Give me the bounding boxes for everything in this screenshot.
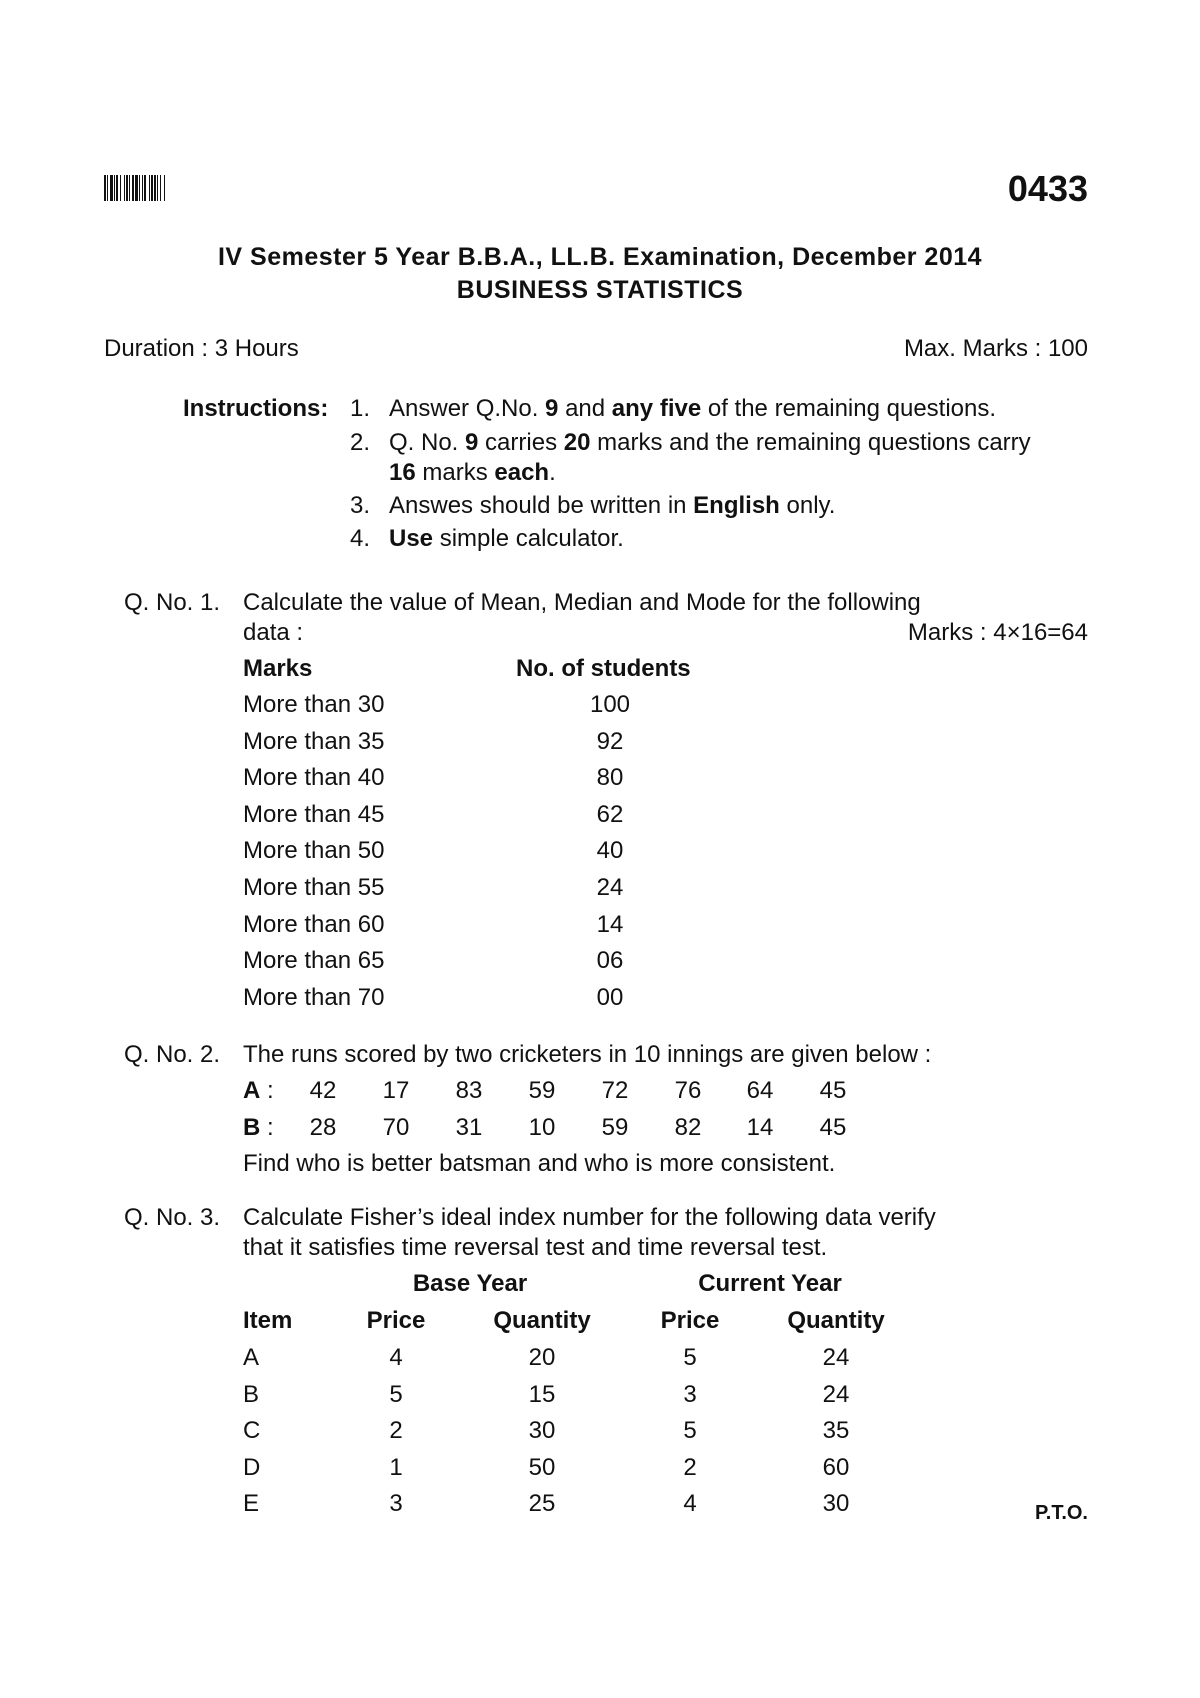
q2-run-value: 28 <box>309 1114 337 1141</box>
q1-row-students: 14 <box>596 910 624 938</box>
q1-row-students: 00 <box>596 983 624 1011</box>
q3-header: Item <box>243 1307 293 1334</box>
instruction-text-part: English <box>693 492 780 519</box>
q3-cell: 5 <box>683 1344 697 1371</box>
q1-text-line2: data : <box>243 619 304 646</box>
q3-cell: 50 <box>528 1453 556 1481</box>
q1-row-marks: More than 60 <box>243 910 385 938</box>
q1-row-marks: More than 40 <box>243 764 385 792</box>
q2-run-value: 14 <box>746 1114 774 1141</box>
q3-cell: 1 <box>389 1453 403 1481</box>
instruction-text-part: . <box>549 459 556 486</box>
instruction-text-part: 9 <box>465 429 479 456</box>
q3-header: Quantity <box>787 1307 885 1334</box>
q1-header-students: No. of students <box>516 655 691 682</box>
q2-player-label: A : <box>243 1077 274 1104</box>
instruction-text-part: Answes should be written in <box>389 492 694 519</box>
q1-row-marks: More than 70 <box>243 983 385 1011</box>
instruction-text-part: Answer Q.No. <box>389 395 546 422</box>
instructions-label: Instructions: <box>183 395 329 422</box>
q2-text: The runs scored by two cricketers in 10 innings are given below : <box>243 1041 932 1068</box>
instruction-text <box>389 429 1031 457</box>
q2-run-value: 64 <box>746 1077 774 1104</box>
q3-header: Price <box>366 1307 426 1334</box>
q3-cell: 3 <box>683 1380 697 1408</box>
q1-header-marks: Marks <box>243 655 313 682</box>
instruction-text-part: simple calculator. <box>433 525 624 552</box>
instruction-number: 3. <box>350 492 371 519</box>
q1-text-line1: Calculate the value of Mean, Median and Mode for the following <box>243 589 921 616</box>
q3-cell: 24 <box>822 1344 850 1371</box>
q3-group-current-year: Current Year <box>698 1270 842 1297</box>
instruction-text-part: 16 <box>389 459 416 486</box>
instruction-text-part: marks and the remaining questions carry <box>590 429 1031 456</box>
instruction-text-part: 20 <box>563 429 591 456</box>
q3-cell: 60 <box>822 1453 850 1481</box>
q3-cell: 35 <box>822 1417 850 1445</box>
q1-row-marks: More than 35 <box>243 727 385 755</box>
instruction-text-part: of the remaining questions. <box>701 395 997 422</box>
q1-row-students: 40 <box>596 837 624 865</box>
instruction-text-part: any five <box>611 395 702 422</box>
q3-header: Price <box>660 1307 720 1334</box>
q3-cell: 30 <box>822 1490 850 1518</box>
instruction-text <box>389 525 624 553</box>
q2-player-name: A <box>243 1077 261 1104</box>
q3-cell: 20 <box>528 1344 556 1371</box>
q1-row-marks: More than 50 <box>243 837 385 865</box>
q1-row-students: 100 <box>589 691 631 718</box>
q2-run-value: 72 <box>601 1077 629 1104</box>
q3-label: Q. No. 3. <box>124 1204 221 1231</box>
q3-cell: 25 <box>528 1490 556 1518</box>
q2-run-value: 45 <box>819 1077 847 1104</box>
instruction-text-part: Q. No. <box>389 429 466 456</box>
q2-question: Find who is better batsman and who is more consistent. <box>243 1150 836 1177</box>
q3-cell: 4 <box>389 1344 403 1371</box>
q2-run-value: 31 <box>455 1114 483 1141</box>
q1-row-students: 62 <box>596 800 624 828</box>
q2-run-value: 76 <box>674 1077 702 1104</box>
exam-title: IV Semester 5 Year B.B.A., LL.B. Examination, December 2014 <box>217 243 983 271</box>
q2-run-value: 10 <box>528 1114 556 1141</box>
instruction-number: 1. <box>350 395 371 422</box>
q3-cell: 30 <box>528 1417 556 1445</box>
q3-cell: 15 <box>528 1380 556 1408</box>
q1-row-marks: More than 65 <box>243 947 385 975</box>
q1-marks: Marks : 4×16=64 <box>907 619 1088 646</box>
q3-cell: 4 <box>683 1490 697 1518</box>
q1-row-students: 06 <box>596 947 624 975</box>
instruction-text-part: carries <box>478 429 564 456</box>
q3-cell: 2 <box>389 1417 403 1445</box>
instruction-text-part: Use <box>389 525 434 552</box>
q1-row-students: 92 <box>596 727 624 755</box>
duration: Duration : 3 Hours <box>104 335 299 362</box>
q2-run-value: 83 <box>455 1077 483 1104</box>
q3-cell: D <box>243 1453 261 1481</box>
q2-run-value: 45 <box>819 1114 847 1141</box>
q1-row-students: 24 <box>596 874 624 901</box>
q1-row-students: 80 <box>596 764 624 792</box>
instruction-text-part: each <box>494 459 550 486</box>
subject-title: BUSINESS STATISTICS <box>456 276 744 304</box>
pto-note: P.T.O. <box>1035 1502 1088 1524</box>
q2-run-value: 17 <box>382 1077 410 1104</box>
instruction-text-continued <box>389 459 556 487</box>
q2-run-value: 70 <box>382 1114 410 1141</box>
q1-row-marks: More than 30 <box>243 691 385 718</box>
q2-player-label: B : <box>243 1114 274 1141</box>
q1-label: Q. No. 1. <box>124 589 221 616</box>
q3-cell: 2 <box>683 1453 697 1481</box>
instruction-text <box>389 492 835 520</box>
q3-cell: E <box>243 1490 260 1518</box>
q3-group-base-year: Base Year <box>412 1270 528 1297</box>
instruction-text-part: and <box>558 395 612 422</box>
q3-cell: C <box>243 1417 261 1445</box>
instruction-number: 4. <box>350 525 371 552</box>
q3-text-line1: Calculate Fisher’s ideal index number for the following data verify <box>243 1204 936 1231</box>
q3-cell: A <box>243 1344 260 1371</box>
q2-run-value: 59 <box>601 1114 629 1141</box>
q1-row-marks: More than 45 <box>243 800 385 828</box>
instruction-text-part: only. <box>779 492 836 519</box>
instruction-number: 2. <box>350 429 371 456</box>
q2-player-name: B <box>243 1114 261 1141</box>
max-marks: Max. Marks : 100 <box>903 335 1088 362</box>
instruction-text-part: 9 <box>545 395 559 422</box>
barcode <box>104 175 242 201</box>
q2-run-value: 82 <box>674 1114 702 1141</box>
q2-label: Q. No. 2. <box>124 1041 221 1068</box>
q3-header: Quantity <box>493 1307 591 1334</box>
instruction-text <box>389 395 996 423</box>
q3-cell: 5 <box>683 1417 697 1445</box>
q2-run-value: 42 <box>309 1077 337 1104</box>
q3-cell: B <box>243 1380 260 1408</box>
q3-cell: 5 <box>389 1380 403 1408</box>
q3-text-line2: that it satisfies time reversal test and time reversal test. <box>243 1234 828 1261</box>
q1-row-marks: More than 55 <box>243 874 385 901</box>
instruction-text-part: marks <box>415 459 495 486</box>
paper-code: 0433 <box>1007 168 1088 209</box>
q2-run-value: 59 <box>528 1077 556 1104</box>
q3-cell: 24 <box>822 1380 850 1408</box>
q3-cell: 3 <box>389 1490 403 1518</box>
